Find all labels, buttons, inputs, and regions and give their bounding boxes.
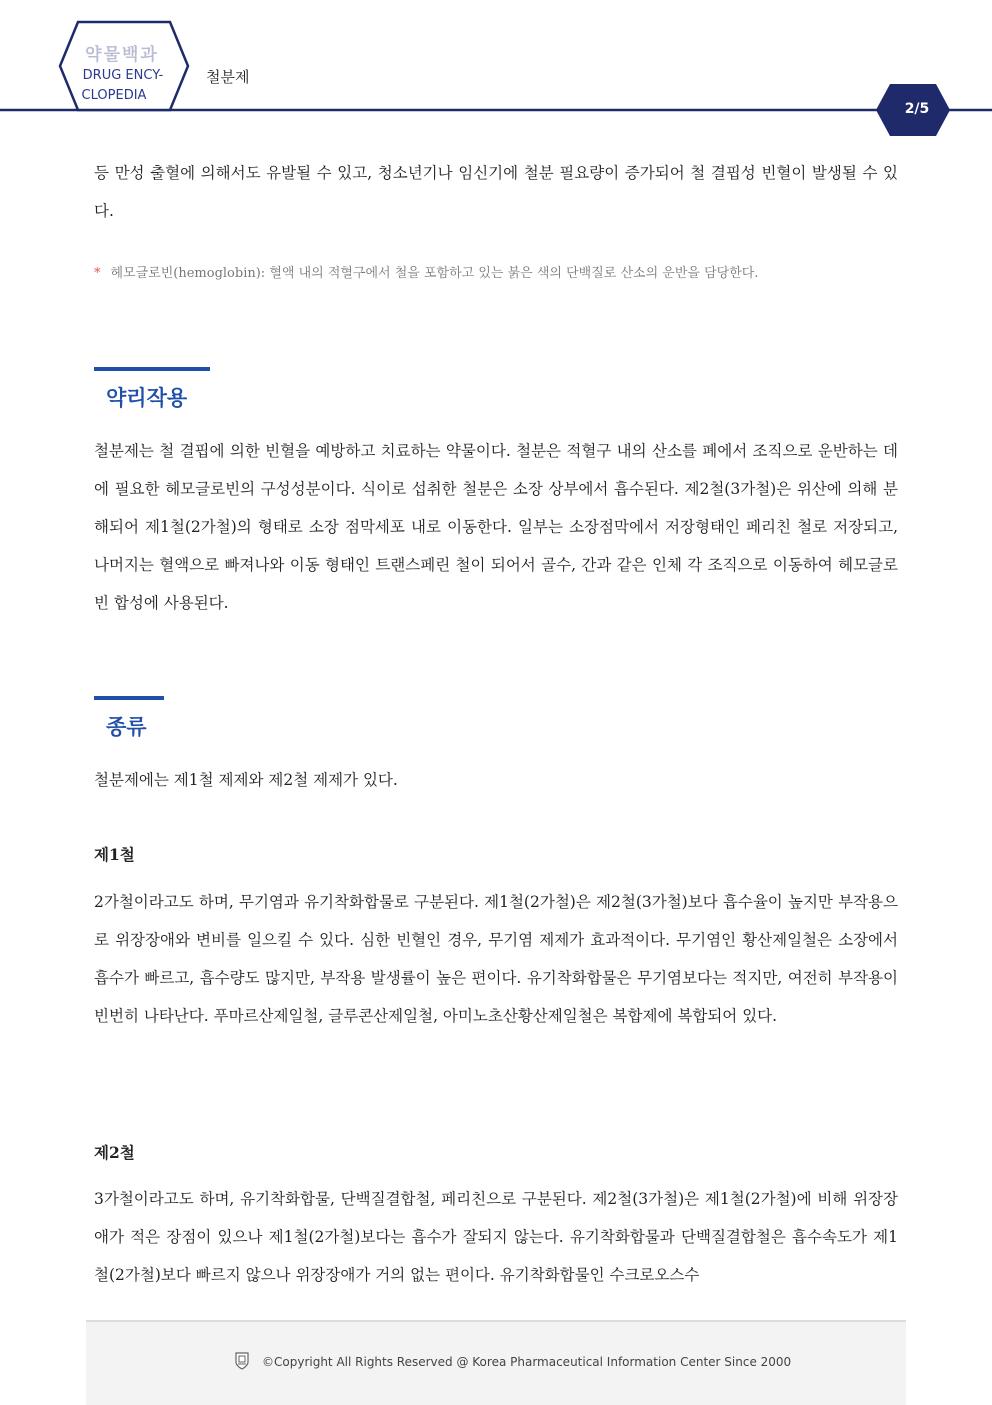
logo-english-line2: CLOPEDIA (81, 88, 147, 103)
section-bar-types (94, 696, 164, 700)
hemoglobin-footnote (94, 262, 898, 281)
document-title: 철분제 (206, 68, 250, 86)
logo-korean-text: 약물백과 (85, 45, 159, 65)
footnote-star: * (94, 266, 101, 281)
page-footer (86, 1320, 906, 1405)
pharmacology-paragraph: 철분제는 철 결핍에 의한 빈혈을 예방하고 치료하는 약물이다. 철분은 적혈구 내의 산소를 폐에서 조직으로 운반하는 데에 필요한 헤모글로빈의 구성성분이다. 식이로 섭취한 철분은 소장 상부에서 흡수된다. 제2철(3가철)은 위산에 의해 분해되어 제1철(2가철)의 형태로 소장 점막세포 내로 이동한다. 일부는 소장점막에서 저장형태인 페리친 철로 저장되고, 나머지는 혈액으로 빠져나와 이동 형태인 트랜스페린 철이 되어서 골수, 간과 같은 인체 각 조직으로 이동하여 헤모글로빈 합성에 사용된다. (94, 442, 898, 612)
section-title-types: 종류 (106, 715, 147, 739)
footnote-text: 헤모글로빈(hemoglobin): 혈액 내의 적혈구에서 철을 포함하고 있는 붉은 색의 단백질로 산소의 운반을 담당한다. (110, 266, 759, 281)
page-header (0, 0, 992, 140)
ferrous-paragraph: 2가철이라고도 하며, 무기염과 유기착화합물로 구분된다. 제1철(2가철)은 제2철(3가철)보다 흡수율이 높지만 부작용으로 위장장애와 변비를 일으킬 수 있다. 심한 빈혈인 경우, 무기염 제제가 효과적이다. 무기염인 황산제일철은 소장에서 흡수가 빠르고, 흡수량도 많지만, 부작용 발생률이 높은 편이다. 유기착화합물은 무기염보다는 적지만, 여전히 부작용이 빈번히 나타난다. 푸마르산제일철, 글루콘산제일철, 아미노초산황산제일철은 복합제에 복합되어 있다. (94, 893, 898, 1025)
copyright-text: ©Copyright All Rights Reserved @ Korea Pharmaceutical Information Center Since 2000 (262, 1355, 792, 1369)
section-title-pharmacology: 약리작용 (106, 386, 188, 410)
types-intro-paragraph: 철분제에는 제1철 제제와 제2철 제제가 있다. (94, 771, 398, 789)
page-number-badge: 2/5 (904, 101, 930, 117)
intro-continuation-paragraph: 등 만성 출혈에 의해서도 유발될 수 있고, 청소년기나 임신기에 철분 필요량이 증가되어 철 결핍성 빈혈이 발생될 수 있다. (94, 164, 898, 220)
subsection-title-ferrous: 제1철 (94, 845, 135, 864)
section-bar-pharmacology (94, 367, 210, 371)
ferric-paragraph: 3가철이라고도 하며, 유기착화합물, 단백질결합철, 페리친으로 구분된다. 제2철(3가철)은 제1철(2가철)에 비해 위장장애가 적은 장점이 있으나 제1철(2가철)보다는 흡수가 잘되지 않는다. 유기착화합물과 단백질결합철은 흡수속도가 제1철(2가철)보다 빠르지 않으나 위장장애가 거의 없는 편이다. 유기착화합물인 수크로오스수 (94, 1190, 898, 1284)
logo-english-line1: DRUG ENCY- (82, 68, 164, 83)
subsection-title-ferric: 제2철 (94, 1143, 135, 1162)
kpic-emblem-icon (234, 1352, 250, 1370)
